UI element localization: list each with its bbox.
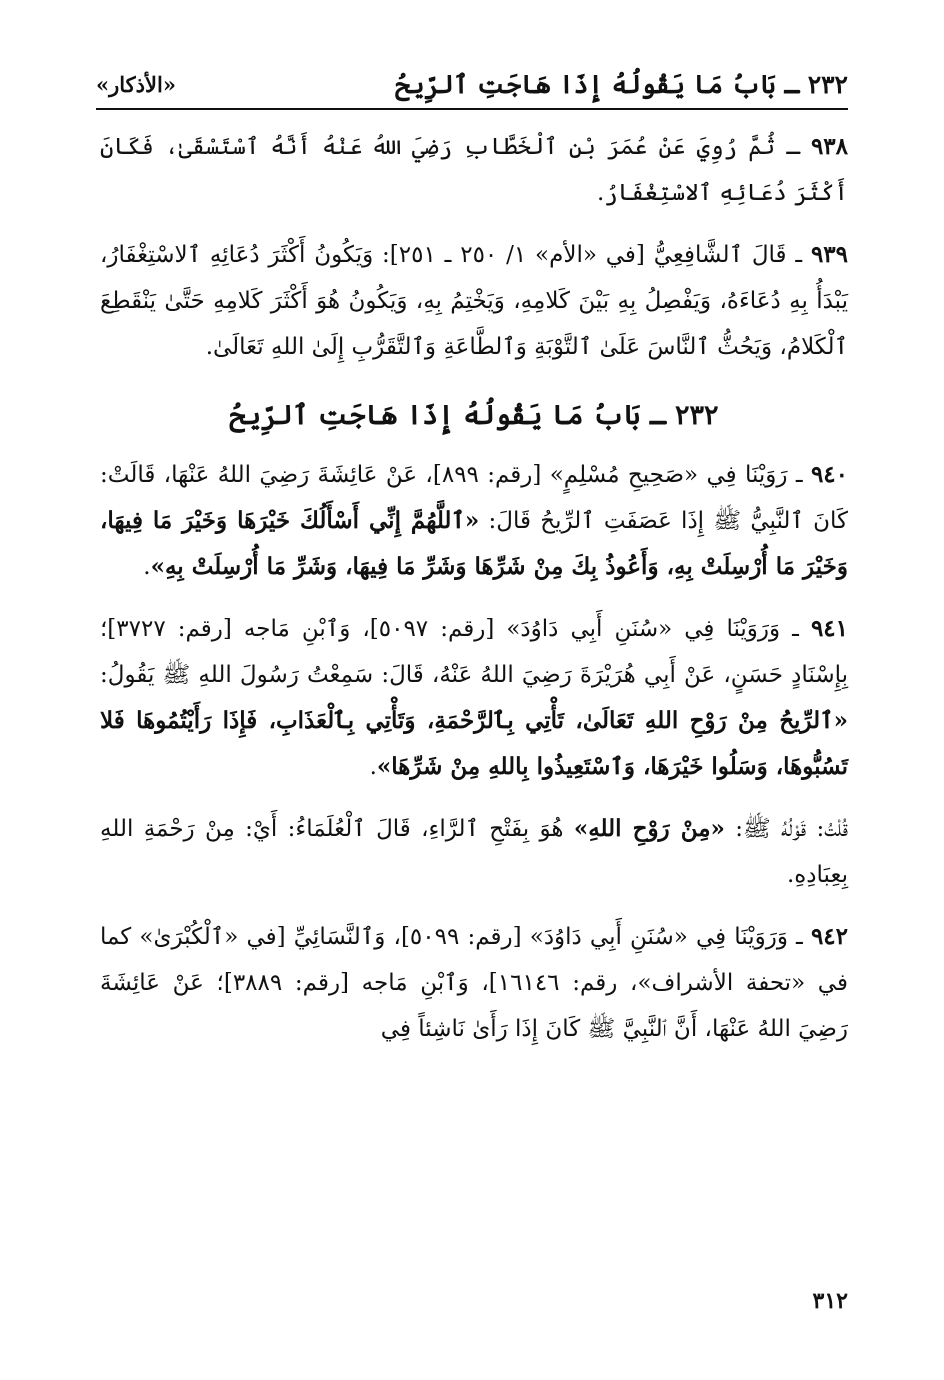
paragraph-number: ٩٣٩	[810, 241, 848, 268]
paragraph-940	[100, 452, 848, 590]
hadith-text: «ٱلرِّيحُ مِنْ رَوْحِ اللهِ تَعَالَىٰ، تَأْتِي بِٱلرَّحْمَةِ، وَتَأْتِي بِٱلْعَذَابِ، فَإِذَا رَأَيْتُمُوهَا فَلا تَسُبُّوهَا، وَسَلُوا خَيْرَهَا، وَٱسْتَعِيذُوا بِاللهِ مِنْ شَرِّهَا»	[100, 707, 848, 780]
paragraph-end: .	[369, 754, 377, 780]
paragraph-938	[100, 124, 848, 216]
dua-text: «ٱللَّهُمَّ إِنِّي أَسْأَلُكَ خَيْرَهَا وَخَيْرَ مَا فِيهَا، وَخَيْرَ مَا أُرْسِلَتْ بِهِ، وَأَعُوذُ بِكَ مِنْ شَرِّهَا وَشَرِّ مَا فِيهَا، وَشَرِّ مَا أُرْسِلَتْ بِهِ»	[100, 507, 848, 580]
paragraph-942	[100, 914, 848, 1052]
paragraph-number: ٩٤٢	[810, 923, 848, 950]
paragraph-939	[100, 232, 848, 370]
paragraph-number: ٩٤٠	[810, 461, 849, 488]
chapter-heading: ٢٣٢ ـ بَابُ مَا يَقُولُهُ إِذَا هَاجَتِ ٱلرِّيحُ	[229, 400, 719, 431]
running-header-title: ٢٣٢ ـ بَابُ مَا يَقُولُهُ إِذَا هَاجَتِ ٱلرِّيحُ	[395, 69, 848, 99]
paragraph-number: ٩٤١	[810, 615, 848, 642]
page-number: ٣١٢	[812, 1288, 848, 1314]
running-header-book-name: «الأذكار»	[96, 71, 176, 97]
header-divider	[96, 108, 848, 110]
paragraph-end: .	[143, 554, 151, 580]
paragraph-number: ٩٣٨	[810, 133, 848, 160]
running-header	[96, 64, 848, 104]
paragraph-text: ـ وَرَوَيْنَا فِي «سُنَنِ أَبِي دَاوُدَ» [رقم: ٥٠٩٧]، وَٱبْنِ مَاجه [رقم: ٣٧٢٧]؛ بِإِسْنَادٍ حَسَنٍ، عَنْ أَبِي هُرَيْرَةَ رَضِيَ اللهُ عَنْهُ، قَالَ: سَمِعْتُ رَسُولَ اللهِ ﷺ يَقُولُ:	[100, 616, 848, 688]
paragraph-text: ـ وَرَوَيْنَا فِي «سُنَنِ أَبِي دَاوُدَ» [رقم: ٥٠٩٩]، وَٱلنَّسَائِيِّ [في «ٱلْكُبْرَىٰ» كما في «تحفة الأشراف»، رقم: ١٦١٤٦]، وَٱبْنِ مَاجه [رقم: ٣٨٨٩]؛ عَنْ عَائِشَةَ رَضِيَ اللهُ عَنْهَا، أَنَّ ٱلنَّبِيَّ ﷺ كَانَ إِذَا رَأَىٰ نَاشِئاً فِي	[100, 924, 848, 1042]
paragraph-text: ـ رَوَيْنَا فِي «صَحِيحِ مُسْلِمٍ» [رقم: ٨٩٩]، عَنْ عَائِشَةَ رَضِيَ اللهُ عَنْهَا، قَالَتْ: كَانَ ٱلنَّبِيُّ ﷺ إِذَا عَصَفَتِ ٱلرِّيحُ قَالَ:	[100, 462, 848, 534]
note-lead: قُلْتُ: قَوْلُهُ ﷺ:	[724, 816, 848, 842]
note-text: هُوَ بِفَتْحِ ٱلرَّاءِ، قَالَ ٱلْعُلَمَاءُ: أَيْ: مِنْ رَحْمَةِ اللهِ بِعِبَادِهِ.	[100, 816, 848, 888]
paragraph-text: ـ قَالَ ٱلشَّافِعِيُّ [في «الأم» ١/ ٢٥٠ ـ ٢٥١]: وَيَكُونُ أَكْثَرَ دُعَائِهِ ٱلاسْتِغْفَارُ، يَبْدَأُ بِهِ دُعَاءَهُ، وَيَفْصِلُ بِهِ بَيْنَ كَلامِهِ، وَيَخْتِمُ بِهِ، وَيَكُونُ هُوَ أَكْثَرَ كَلامِهِ حَتَّىٰ يَنْقَطِعَ ٱلْكَلامُ، وَيَحُثُّ ٱلنَّاسَ عَلَىٰ ٱلتَّوْبَةِ وَٱلطَّاعَةِ وَٱلتَّقَرُّبِ إِلَىٰ اللهِ تَعَالَىٰ.	[100, 242, 848, 360]
page-body	[100, 124, 848, 1068]
paragraph-941	[100, 606, 848, 790]
paragraph-text: ـ ثُمَّ رُوِيَ عَنْ عُمَرَ بْنِ ٱلْخَطَّابِ رَضِيَ اللهُ عَنْهُ أَنَّهُ ٱسْتَسْقَىٰ، فَكَانَ أَكْثَرَ دُعَائِهِ ٱلاسْتِغْفَارُ.	[100, 134, 848, 206]
note-quote: «مِنْ رَوْحِ اللهِ»	[573, 815, 725, 842]
author-note	[100, 806, 848, 898]
